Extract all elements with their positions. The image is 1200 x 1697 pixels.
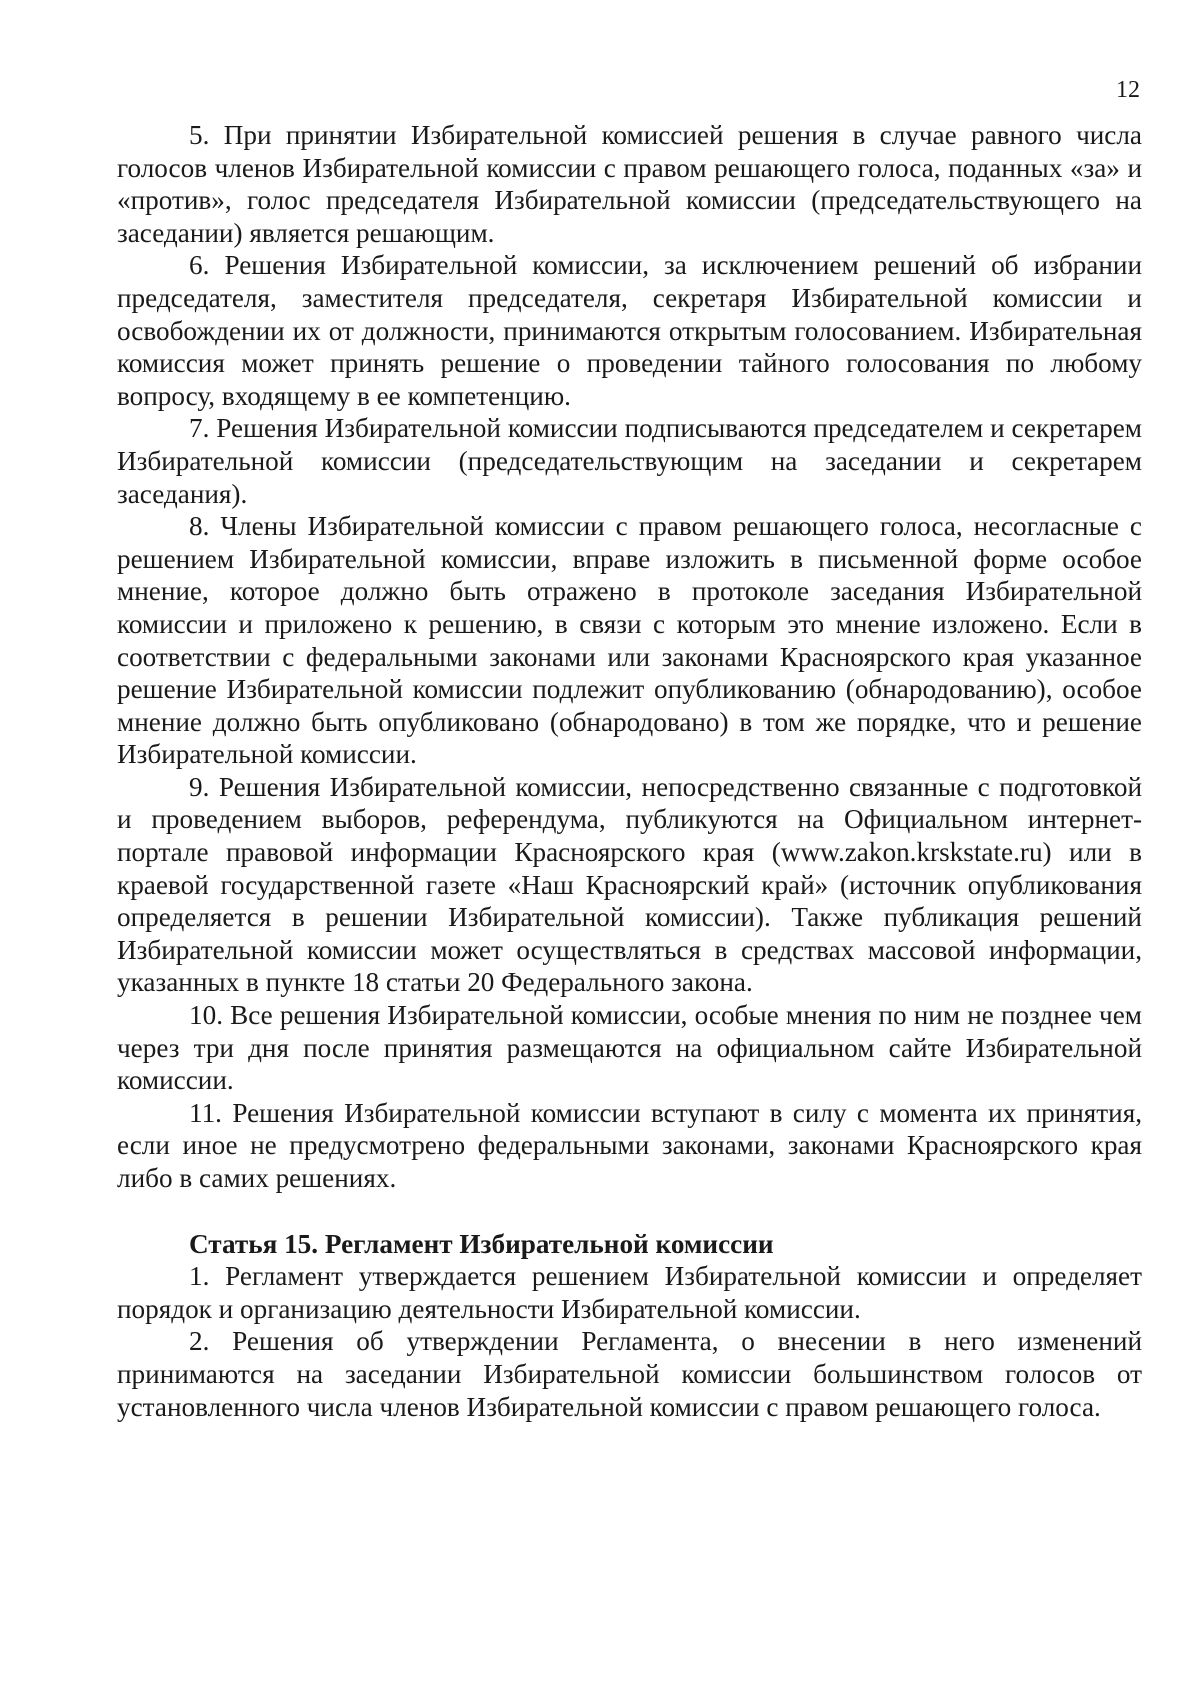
document-page	[117, 0, 1142, 1697]
paragraph-8: 8. Члены Избирательной комиссии с правом решающего голоса, несогласные с решением Избирательной комиссии, вправе изложить в письменной форме особое мнение, которое должно быть отражено в протоколе заседания Избирательной комиссии и приложено к решению, в связи с которым это мнение изложено. Если в соответствии с федеральными законами или законами Красноярского края указанное решение Избирательной комиссии подлежит опубликованию (обнародованию), особое мнение должно быть опубликовано (обнародовано) в том же порядке, что и решение Избирательной комиссии.	[117, 511, 1142, 770]
paragraph-9: 9. Решения Избирательной комиссии, непосредственно связанные с подготовкой и проведением выборов, референдума, публикуются на Официальном интернет-портале правовой информации Красноярского края (www.zakon.krskstate.ru) или в краевой государственной газете «Наш Красноярский край» (источник опубликования определяется в решении Избирательной комиссии). Также публикация решений Избирательной комиссии может осуществляться в средствах массовой информации, указанных в пункте 18 статьи 20 Федерального закона.	[117, 771, 1142, 998]
paragraph-10: 10. Все решения Избирательной комиссии, особые мнения по ним не позднее чем через три дня после принятия размещаются на официальном сайте Избирательной комиссии.	[117, 1000, 1142, 1096]
document-body	[117, 119, 1142, 1423]
article-15-paragraph-1: 1. Регламент утверждается решением Избирательной комиссии и определяет порядок и организацию деятельности Избирательной комиссии.	[117, 1261, 1142, 1324]
article-15-heading: Статья 15. Регламент Избирательной комиссии	[189, 1228, 774, 1259]
paragraph-5: 5. При принятии Избирательной комиссией решения в случае равного числа голосов членов Избирательной комиссии с правом решающего голоса, поданных «за» и «против», голос председателя Избирательной комиссии (председательствующего на заседании) является решающим.	[117, 120, 1142, 248]
paragraph-7: 7. Решения Избирательной комиссии подписываются председателем и секретарем Избирательной комиссии (председательствующим на заседании и секретарем заседания).	[117, 413, 1142, 509]
article-15-paragraph-2: 2. Решения об утверждении Регламента, о внесении в него изменений принимаются на заседании Избирательной комиссии большинством голосов от установленного числа членов Избирательной комиссии с правом решающего голоса.	[117, 1326, 1142, 1422]
paragraph-6: 6. Решения Избирательной комиссии, за исключением решений об избрании председателя, заместителя председателя, секретаря Избирательной комиссии и освобождении их от должности, принимаются открытым голосованием. Избирательная комиссия может принять решение о проведении тайного голосования по любому вопросу, входящему в ее компетенцию.	[117, 250, 1142, 411]
paragraph-11: 11. Решения Избирательной комиссии вступают в силу с момента их принятия, если иное не предусмотрено федеральными законами, законами Красноярского края либо в самих решениях.	[117, 1097, 1142, 1193]
page-number: 12	[1116, 77, 1140, 103]
